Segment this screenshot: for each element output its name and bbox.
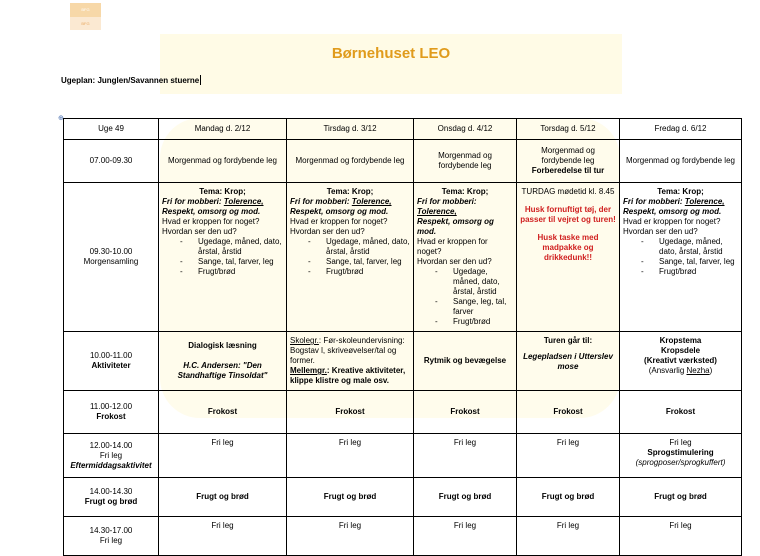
page-subtitle[interactable]: Ugeplan: Junglen/Savannen stuerne: [61, 76, 200, 85]
wednesday-cell: Frokost: [414, 391, 517, 434]
time-cell: 14.00-14.30 Frugt og brød: [64, 478, 159, 517]
wednesday-cell: Tema: Krop; Fri for mobberi: Tolerence, Respekt, omsorg og mod. Hvad er kroppen for noget? Hvordan ser den ud? - Ugedage, måned, dato, årstal, årstid - Sange, leg, tal, farver - Frugt/brød: [414, 183, 517, 332]
text-cursor: [200, 75, 201, 85]
table-row: [64, 478, 742, 517]
monday-cell: Dialogisk læsning H.C. Andersen: "Den Standhaftige Tinsoldat": [159, 332, 287, 391]
monday-cell: Frugt og brød: [159, 478, 287, 517]
monday-cell: Morgenmad og fordybende leg: [159, 140, 287, 183]
thursday-cell: Frugt og brød: [517, 478, 620, 517]
table-row: [64, 183, 742, 332]
header-tuesday: Tirsdag d. 3/12: [287, 119, 414, 140]
header-watermark: [160, 34, 622, 94]
tuesday-cell: Morgenmad og fordybende leg: [287, 140, 414, 183]
wednesday-cell: Rytmik og bevægelse: [414, 332, 517, 391]
wednesday-cell: Fri leg: [414, 434, 517, 478]
table-row: [64, 517, 742, 556]
table-row: [64, 332, 742, 391]
friday-cell: Morgenmad og fordybende leg: [620, 140, 742, 183]
thursday-cell: TURDAG mødetid kl. 8.45 Husk fornuftigt tøj, der passer til vejret og turen! Husk taske med madpakke og drikkedunk!!: [517, 183, 620, 332]
header-wednesday: Onsdag d. 4/12: [414, 119, 517, 140]
wednesday-cell: Frugt og brød: [414, 478, 517, 517]
wednesday-cell: Morgenmad og fordybende leg: [414, 140, 517, 183]
tuesday-cell: Skolegr.: Før-skoleundervisning: Bogstav l, skriveøvelser/tal og former. Mellemgr.: Kreative aktiviteter, klippe klistre og male osv.: [287, 332, 414, 391]
logo: [70, 3, 101, 31]
thursday-cell: Fri leg: [517, 517, 620, 556]
table-move-handle-icon[interactable]: ⊕: [58, 115, 64, 122]
thursday-cell: Morgenmad og fordybende leg Forberedelse til tur: [517, 140, 620, 183]
logo-bottom: BFG: [70, 17, 101, 30]
header-thursday: Torsdag d. 5/12: [517, 119, 620, 140]
tuesday-cell: Frokost: [287, 391, 414, 434]
tuesday-cell: Tema: Krop; Fri for mobberi: Tolerence, Respekt, omsorg og mod. Hvad er kroppen for noget? Hvordan ser den ud? - Ugedage, måned, dato, årstal, årstid - Sange, tal, farver, leg - Frugt/brød: [287, 183, 414, 332]
table-row: [64, 434, 742, 478]
logo-top: BFG: [70, 3, 101, 17]
week-schedule: [63, 118, 741, 556]
table-row: [64, 140, 742, 183]
monday-cell: Frokost: [159, 391, 287, 434]
friday-cell: Frokost: [620, 391, 742, 434]
time-cell: 11.00-12.00 Frokost: [64, 391, 159, 434]
monday-cell: Fri leg: [159, 517, 287, 556]
page-title: Børnehuset LEO: [331, 45, 451, 62]
tuesday-cell: Fri leg: [287, 517, 414, 556]
header-monday: Mandag d. 2/12: [159, 119, 287, 140]
header-friday: Fredag d. 6/12: [620, 119, 742, 140]
thursday-cell: Fri leg: [517, 434, 620, 478]
friday-cell: Kropstema Kropsdele (Kreativt værksted) (Ansvarlig Nezha): [620, 332, 742, 391]
time-cell: 10.00-11.00 Aktiviteter: [64, 332, 159, 391]
wednesday-cell: Fri leg: [414, 517, 517, 556]
tuesday-cell: Fri leg: [287, 434, 414, 478]
time-cell: 07.00-09.30: [64, 140, 159, 183]
thursday-cell: Turen går til: Legepladsen i Utterslev mose: [517, 332, 620, 391]
friday-cell: Fri leg Sprogstimulering (sprogposer/sprogkuffert): [620, 434, 742, 478]
tuesday-cell: Frugt og brød: [287, 478, 414, 517]
time-cell: 12.00-14.00 Fri leg Eftermiddagsaktivitet: [64, 434, 159, 478]
table-row: [64, 391, 742, 434]
monday-cell: Tema: Krop; Fri for mobberi: Tolerence, Respekt, omsorg og mod. Hvad er kroppen for noget? Hvordan ser den ud? - Ugedage, måned, dato, årstal, årstid - Sange, tal, farver, leg - Frugt/brød: [159, 183, 287, 332]
header-row: [64, 119, 742, 140]
friday-cell: Fri leg: [620, 517, 742, 556]
monday-cell: Fri leg: [159, 434, 287, 478]
time-cell: 09.30-10.00 Morgensamling: [64, 183, 159, 332]
friday-cell: Frugt og brød: [620, 478, 742, 517]
thursday-cell: Frokost: [517, 391, 620, 434]
time-cell: 14.30-17.00 Fri leg: [64, 517, 159, 556]
header-week: Uge 49: [64, 119, 159, 140]
friday-cell: Tema: Krop; Fri for mobberi: Tolerence, Respekt, omsorg og mod. Hvad er kroppen for noget? Hvordan ser den ud? - Ugedage, måned, dato, årstal, årstid - Sange, tal, farver, leg - Frugt/brød: [620, 183, 742, 332]
